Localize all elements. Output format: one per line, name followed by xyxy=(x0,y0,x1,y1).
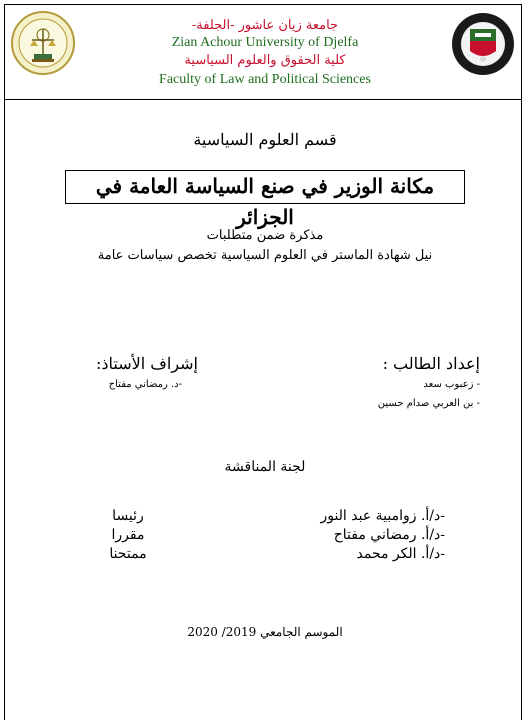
faculty-name-english: Faculty of Law and Political Sciences xyxy=(159,72,371,87)
supervision-label: إشراف الأستاذ: xyxy=(96,354,198,373)
faculty-name-arabic: كلية الحقوق والعلوم السياسية xyxy=(184,53,346,68)
memo-line: مذكرة ضمن متطلبات xyxy=(206,228,324,243)
committee-member-role: مقررا xyxy=(111,527,145,543)
department-name: قسم العلوم السياسية xyxy=(193,130,337,149)
committee-title: لجنة المناقشة xyxy=(224,459,306,475)
thesis-title: مكانة الوزير في صنع السياسة العامة في الجزائر xyxy=(65,170,465,204)
committee-member-name: -د/أ. الكر محمد xyxy=(356,546,445,562)
academic-season: الموسم الجامعي 2019/ 2020 xyxy=(187,625,343,639)
header-divider xyxy=(5,99,521,100)
committee-member-name: -د/أ. رمضاني مفتاح xyxy=(333,527,445,543)
committee-member-role: رئيسا xyxy=(112,508,144,524)
university-name-arabic: جامعة زيان عاشور -الجلفة- xyxy=(191,18,339,33)
supervisor-name: -د. رمضاني مفتاح xyxy=(108,379,182,390)
committee-member-name: -د/أ. زوامبية عبد النور xyxy=(320,508,445,524)
university-name-english: Zian Achour University of Djelfa xyxy=(171,35,359,50)
degree-line: نيل شهادة الماستر في العلوم السياسية تخصص سياسات عامة xyxy=(97,248,433,263)
student-name: - زعبوب سعد xyxy=(423,379,480,390)
student-name: - بن العربي صدام حسين xyxy=(377,398,480,409)
preparation-label: إعداد الطالب : xyxy=(382,354,480,373)
committee-member-role: ممتحنا xyxy=(109,546,147,562)
